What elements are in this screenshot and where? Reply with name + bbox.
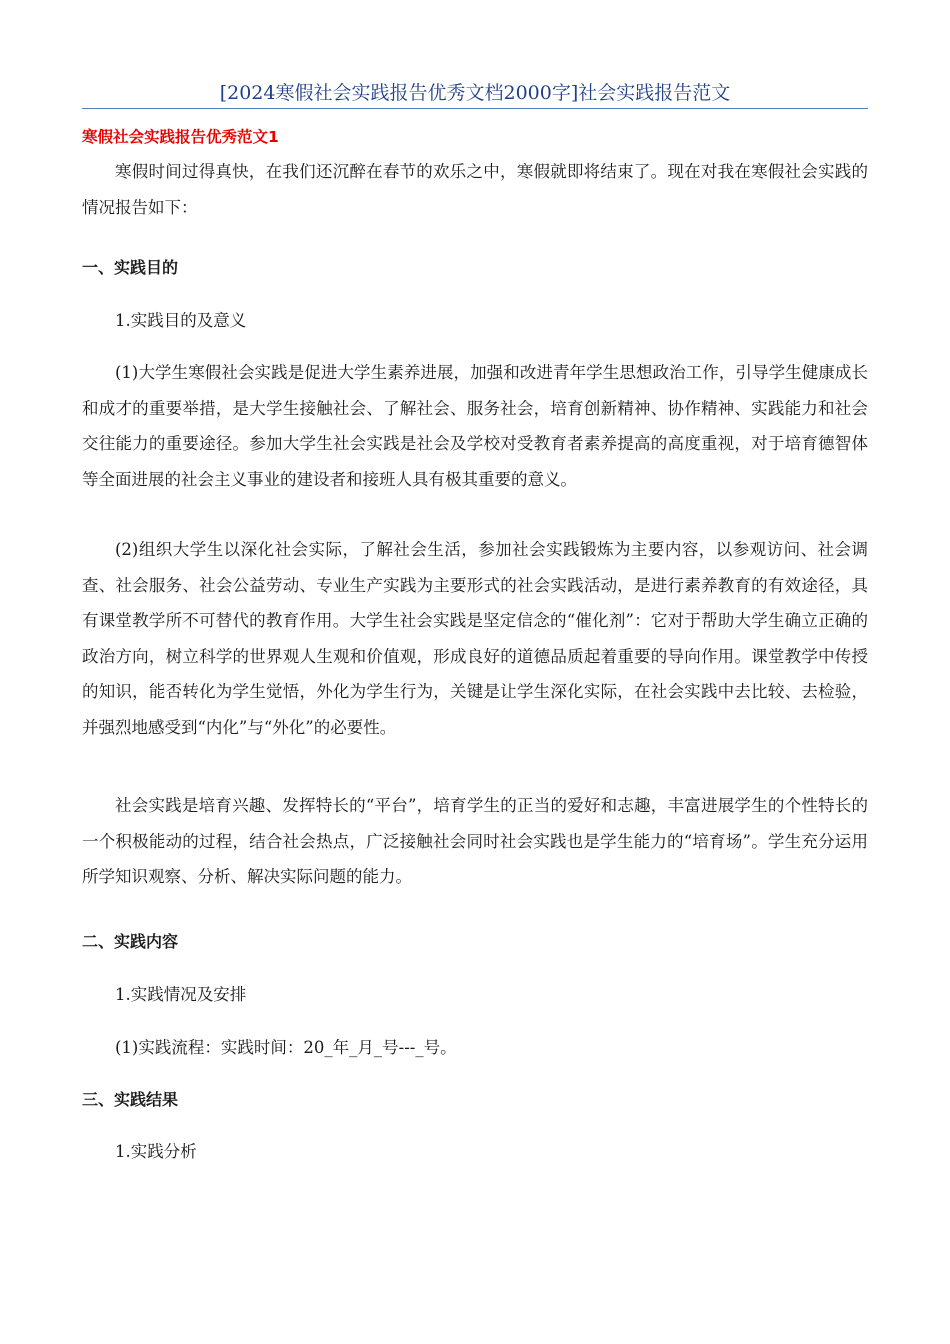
subheading-situation: 1.实践情况及安排 [115, 985, 247, 1004]
subheading-purpose-meaning: 1.实践目的及意义 [115, 311, 247, 330]
paragraph-2: (2)组织大学生以深化社会实际，了解社会生活，参加社会实践锻炼为主要内容，以参观访问、社会调查、社会服务、社会公益劳动、专业生产实践为主要形式的社会实践活动，是进行素养教育的有效途径，具有课堂教学所不可替代的教育作用。大学生社会实践是坚定信念的“催化剂”：它对于帮助大学生确立正确的政治方向，树立科学的世界观人生观和价值观，形成良好的道德品质起着重要的导向作用。课堂教学中传授的知识，能否转化为学生觉悟，外化为学生行为，关键是让学生深化实际，在社会实践中去比较、去检验，并强烈地感受到“内化”与“外化”的必要性。 [82, 540, 868, 737]
paragraph-3: 社会实践是培育兴趣、发挥特长的“平台”，培育学生的正当的爱好和志趣，丰富进展学生的个性特长的一个积极能动的过程，结合社会热点，广泛接触社会同时社会实践也是学生能力的“培育场”。学生充分运用所学知识观察、分析、解决实际问题的能力。 [82, 796, 868, 886]
section-title: 寒假社会实践报告优秀范文1 [82, 128, 279, 146]
heading-result: 三、实践结果 [82, 1090, 179, 1109]
process-line: (1)实践流程：实践时间：20_年_月_号---_号。 [115, 1038, 457, 1057]
title-divider [82, 108, 868, 109]
subheading-analysis: 1.实践分析 [115, 1142, 197, 1161]
paragraph-1: (1)大学生寒假社会实践是促进大学生素养进展，加强和改进青年学生思想政治工作，引导学生健康成长和成才的重要举措，是大学生接触社会、了解社会、服务社会，培育创新精神、协作精神、实践能力和社会交往能力的重要途径。参加大学生社会实践是社会及学校对受教育者素养提高的高度重视，对于培育德智体等全面进展的社会主义事业的建设者和接班人具有极其重要的意义。 [82, 363, 868, 489]
document-title: [2024寒假社会实践报告优秀文档2000字]社会实践报告范文 [219, 82, 731, 104]
intro-paragraph: 寒假时间过得真快，在我们还沉醉在春节的欢乐之中，寒假就即将结束了。现在对我在寒假社会实践的情况报告如下： [82, 162, 868, 217]
heading-content: 二、实践内容 [82, 932, 179, 951]
heading-purpose: 一、实践目的 [82, 258, 179, 277]
